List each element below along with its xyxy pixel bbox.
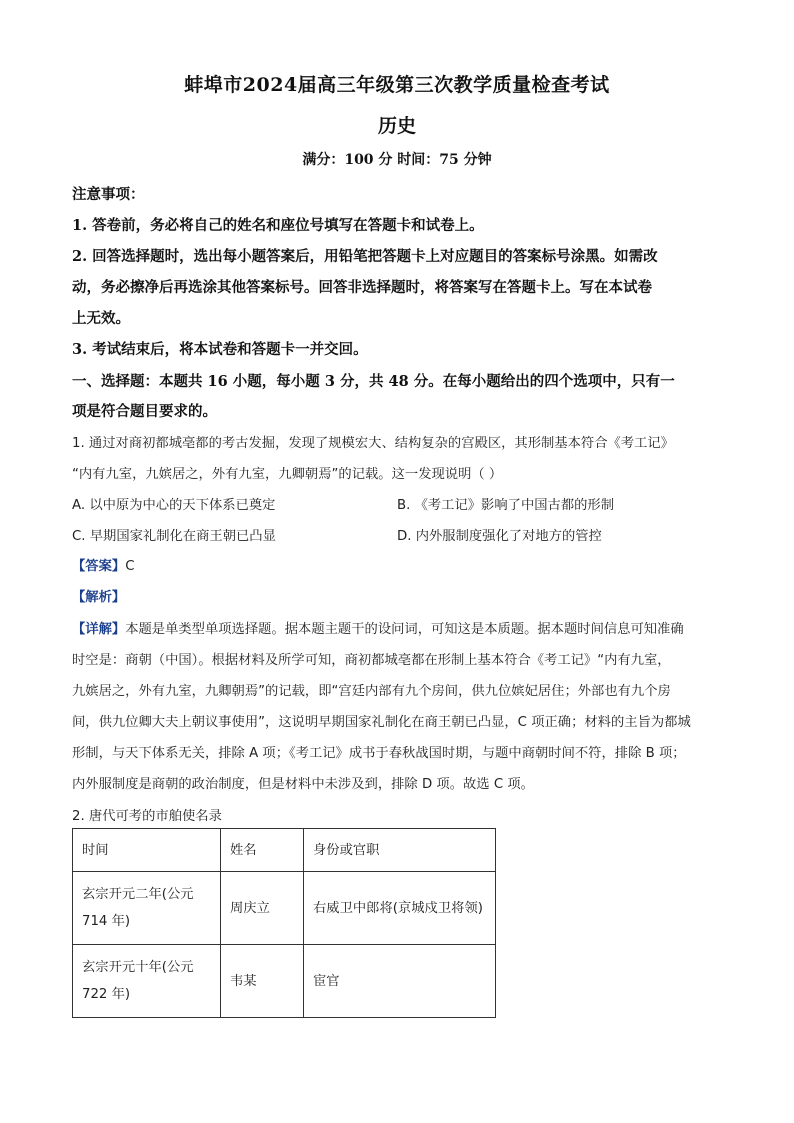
- time-line: 714 年): [82, 914, 131, 929]
- table-cell-time: [73, 945, 221, 1018]
- table-row: [73, 872, 496, 945]
- table-header-cell: 身份或官职: [304, 829, 496, 872]
- time-line: 玄宗开元二年(公元: [82, 887, 194, 902]
- option-b: B. 《考工记》影响了中国古都的形制: [397, 498, 615, 513]
- table-cell-name: 周庆立: [221, 872, 304, 945]
- table-cell-time: [73, 872, 221, 945]
- detail-text: 九嫔居之，外有九室，九卿朝焉”的记载，即“宫廷内部有九个房间，供九位嫔妃居住；外部也有九个房: [72, 684, 671, 699]
- exam-title: 蚌埠市2024届高三年级第三次教学质量检查考试: [184, 74, 610, 96]
- section-heading-cont: 项是符合题目要求的。: [72, 403, 217, 420]
- subject-title: 历史: [377, 115, 416, 137]
- notice-line: 动，务必擦净后再选涂其他答案标号。回答非选择题时，将答案写在答题卡上。写在本试卷: [72, 279, 652, 296]
- detail-tag: 【详解】: [72, 622, 126, 637]
- option-d: D. 内外服制度强化了对地方的管控: [397, 529, 602, 544]
- option-c: C. 早期国家礼制化在商王朝已凸显: [72, 529, 276, 544]
- time-line: 722 年): [82, 987, 131, 1002]
- envoy-table: [72, 828, 496, 1018]
- question-2-stem: 2. 唐代可考的市舶使名录: [72, 809, 222, 824]
- detail-text: 本题是单类型单项选择题。据本题主题干的设问词，可知这是本质题。据本题时间信息可知准确: [125, 622, 684, 637]
- detail-text: 时空是：商朝（中国）。根据材料及所学可知，商初都城亳都在形制上基本符合《考工记》“内有九室，: [72, 653, 671, 668]
- table-cell-role: 右威卫中郎将(京城戍卫将领): [304, 872, 496, 945]
- answer-tag: 【答案】: [72, 559, 126, 574]
- notice-heading: 注意事项：: [72, 186, 145, 203]
- detail-text: 间，供九位卿大夫上朝议事使用”，这说明早期国家礼制化在商王朝已凸显，C 项正确；材料的主旨为都城: [72, 715, 691, 730]
- analysis-tag: 【解析】: [72, 590, 126, 605]
- question-1-stem-cont: “内有九室，九嫔居之，外有九室，九卿朝焉”的记载。这一发现说明（ ）: [72, 467, 503, 482]
- answer-value: C: [125, 559, 135, 574]
- table-header-row: [73, 829, 496, 872]
- table-header-cell: 姓名: [221, 829, 304, 872]
- question-1-stem: 1. 通过对商初都城亳都的考古发掘，发现了规模宏大、结构复杂的宫殿区，其形制基本符合《考工记》: [72, 436, 674, 451]
- section-heading: 一、选择题：本题共 16 小题，每小题 3 分，共 48 分。在每小题给出的四个选项中，只有一: [72, 373, 675, 390]
- notice-line: 1. 答卷前，务必将自己的姓名和座位号填写在答题卡和试卷上。: [72, 217, 484, 234]
- notice-line: 上无效。: [72, 310, 130, 327]
- exam-meta: 满分：100 分 时间：75 分钟: [302, 152, 492, 168]
- table-row: [73, 945, 496, 1018]
- detail-text: 形制，与天下体系无关，排除 A 项；《考工记》成书于春秋战国时期，与题中商朝时间不符，排除 B 项；: [72, 746, 686, 761]
- notice-line: 3. 考试结束后，将本试卷和答题卡一并交回。: [72, 341, 368, 358]
- option-a: A. 以中原为中心的天下体系已奠定: [72, 498, 276, 513]
- table-header-cell: 时间: [73, 829, 221, 872]
- table-cell-role: 宦官: [304, 945, 496, 1018]
- detail-text: 内外服制度是商朝的政治制度，但是材料中未涉及到，排除 D 项。故选 C 项。: [72, 777, 534, 792]
- table-cell-name: 韦某: [221, 945, 304, 1018]
- notice-line: 2. 回答选择题时，选出每小题答案后，用铅笔把答题卡上对应题目的答案标号涂黑。如需改: [72, 248, 658, 265]
- detail-line: [72, 618, 732, 637]
- answer-line: [72, 555, 732, 574]
- analysis-line: [72, 586, 732, 605]
- time-line: 玄宗开元十年(公元: [82, 960, 194, 975]
